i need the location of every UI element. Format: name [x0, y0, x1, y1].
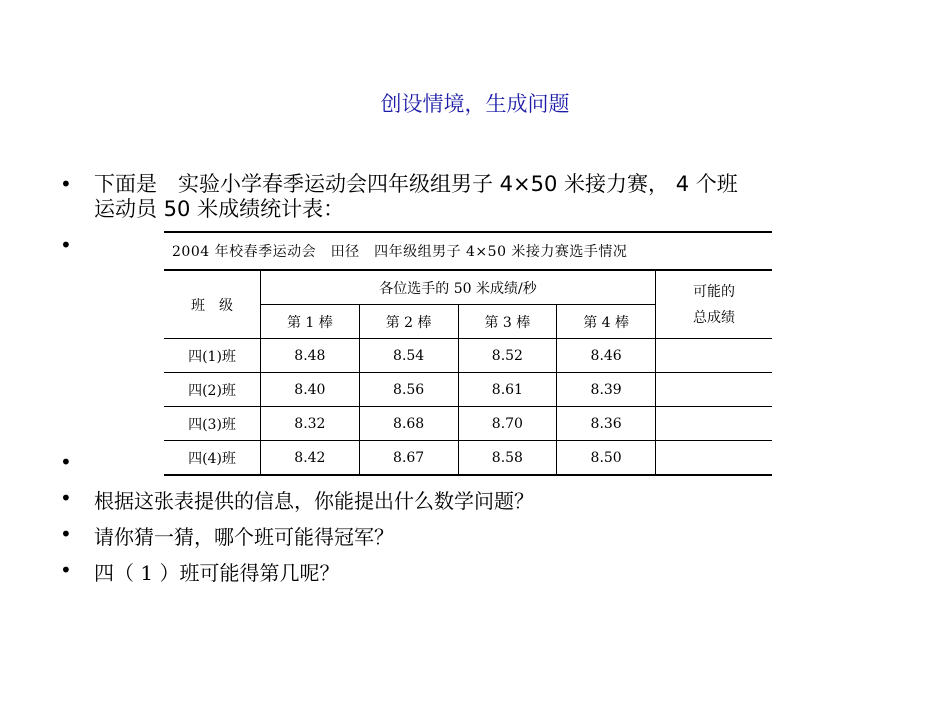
score-cell: 8.56 [359, 373, 458, 407]
leg-header: 第 3 棒 [458, 305, 557, 339]
score-cell: 8.67 [359, 441, 458, 476]
scores-header: 各位选手的 50 米成绩/秒 [261, 271, 656, 305]
question-2: 请你猜一猜，哪个班可能得冠军？ [94, 525, 394, 549]
total-header-line1: 可能的 [693, 283, 735, 300]
class-header: 班 级 [164, 271, 261, 339]
bullet: • [60, 486, 72, 510]
score-cell: 8.48 [261, 339, 360, 373]
table-caption: 2004 年校春季运动会 田径 四年级组男子 4×50 米接力赛选手情况 [164, 231, 772, 270]
slide-title: 创设情境，生成问题 [380, 92, 570, 116]
table-row [164, 373, 772, 407]
table-row [164, 407, 772, 441]
bullet: • [60, 450, 72, 474]
intro-text [94, 172, 894, 222]
class-cell: 四(4)班 [164, 441, 261, 476]
total-cell [656, 339, 773, 373]
table-row [164, 441, 772, 476]
score-cell: 8.36 [557, 407, 656, 441]
score-cell: 8.61 [458, 373, 557, 407]
question-1: 根据这张表提供的信息，你能提出什么数学问题？ [94, 489, 534, 513]
leg-header: 第 1 棒 [261, 305, 360, 339]
score-cell: 8.58 [458, 441, 557, 476]
score-cell: 8.54 [359, 339, 458, 373]
score-cell: 8.39 [557, 373, 656, 407]
total-cell [656, 407, 773, 441]
leg-header: 第 2 棒 [359, 305, 458, 339]
total-cell [656, 373, 773, 407]
table-row [164, 339, 772, 373]
intro-line-2: 运动员 50 米成绩统计表： [94, 197, 345, 221]
score-cell: 8.50 [557, 441, 656, 476]
total-cell [656, 441, 773, 476]
class-cell: 四(1)班 [164, 339, 261, 373]
bullet: • [60, 558, 72, 582]
intro-line-1: 下面是 实验小学春季运动会四年级组男子 4×50 米接力赛， 4 个班 [94, 172, 738, 196]
leg-header: 第 4 棒 [557, 305, 656, 339]
total-header-line2: 总成绩 [693, 309, 735, 326]
question-3: 四（ 1 ）班可能得第几呢？ [94, 561, 340, 585]
total-header [656, 271, 773, 339]
bullet: • [60, 522, 72, 546]
score-cell: 8.70 [458, 407, 557, 441]
results-table [164, 231, 772, 476]
score-cell: 8.46 [557, 339, 656, 373]
score-cell: 8.32 [261, 407, 360, 441]
score-cell: 8.68 [359, 407, 458, 441]
bullet: • [60, 172, 72, 196]
class-cell: 四(2)班 [164, 373, 261, 407]
score-cell: 8.52 [458, 339, 557, 373]
bullet: • [60, 233, 72, 257]
class-cell: 四(3)班 [164, 407, 261, 441]
score-cell: 8.40 [261, 373, 360, 407]
score-cell: 8.42 [261, 441, 360, 476]
